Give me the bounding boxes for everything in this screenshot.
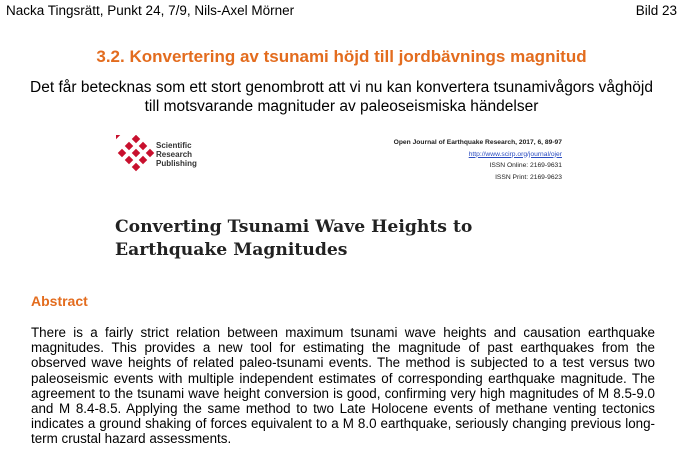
abstract-text: There is a fairly strict relation between maximum tsunami wave heights and causation earthquake magnitudes. This provides a new tool for estimating the magnitude of past earthquakes from the observed wave heights of related paleo-tsunami events. The method is subjected to a test versus two paleoseismic events with multiple independent estimates of corresponding earthquake magnitude. The agreement to the tsunami wave height conversion is good, confirming very high magnitudes of M 8.5-9.0 and M 8.4-8.5. Applying the same method to two Late Holocene events of methane venting tectonics indicates a ground shaking of forces equivalent to a M 8.0 earthquake, seriously changing previous long-term crustal hazard assessments.	[31, 325, 655, 447]
abstract-heading: Abstract	[31, 293, 88, 309]
slide-number: Bild 23	[635, 3, 677, 18]
issn-print: ISSN Print: 2169-9623	[495, 173, 562, 181]
paper-title-line-2: Earthquake Magnitudes	[115, 240, 348, 260]
journal-title: Open Journal of Earthquake Research, 2017, 6, 89-97	[393, 139, 562, 146]
publisher-line-2: Research	[156, 150, 193, 159]
issn-online: ISSN Online: 2169-9631	[489, 162, 562, 169]
journal-info	[370, 137, 562, 183]
section-title: 3.2. Konvertering av tsunami höjd till jordbävnings magnitud	[96, 47, 587, 66]
publisher-line-3: Publishing	[156, 159, 197, 168]
publisher-line-1: Scientific	[156, 141, 192, 150]
paper-title-line-1: Converting Tsunami Wave Heights to	[115, 217, 473, 237]
paper-title	[115, 216, 472, 262]
publisher-name	[156, 141, 197, 168]
journal-url-link[interactable]: http://www.scirp.org/journal/ojer	[468, 150, 562, 158]
subtitle: Det får betecknas som ett stort genombrott att vi nu kan konvertera tsunamivågors våghöjd till motsvarande magnituder av paleoseismiska händelser	[30, 79, 653, 115]
slide-header-left: Nacka Tingsrätt, Punkt 24, 7/9, Nils-Axel Mörner	[6, 3, 295, 18]
